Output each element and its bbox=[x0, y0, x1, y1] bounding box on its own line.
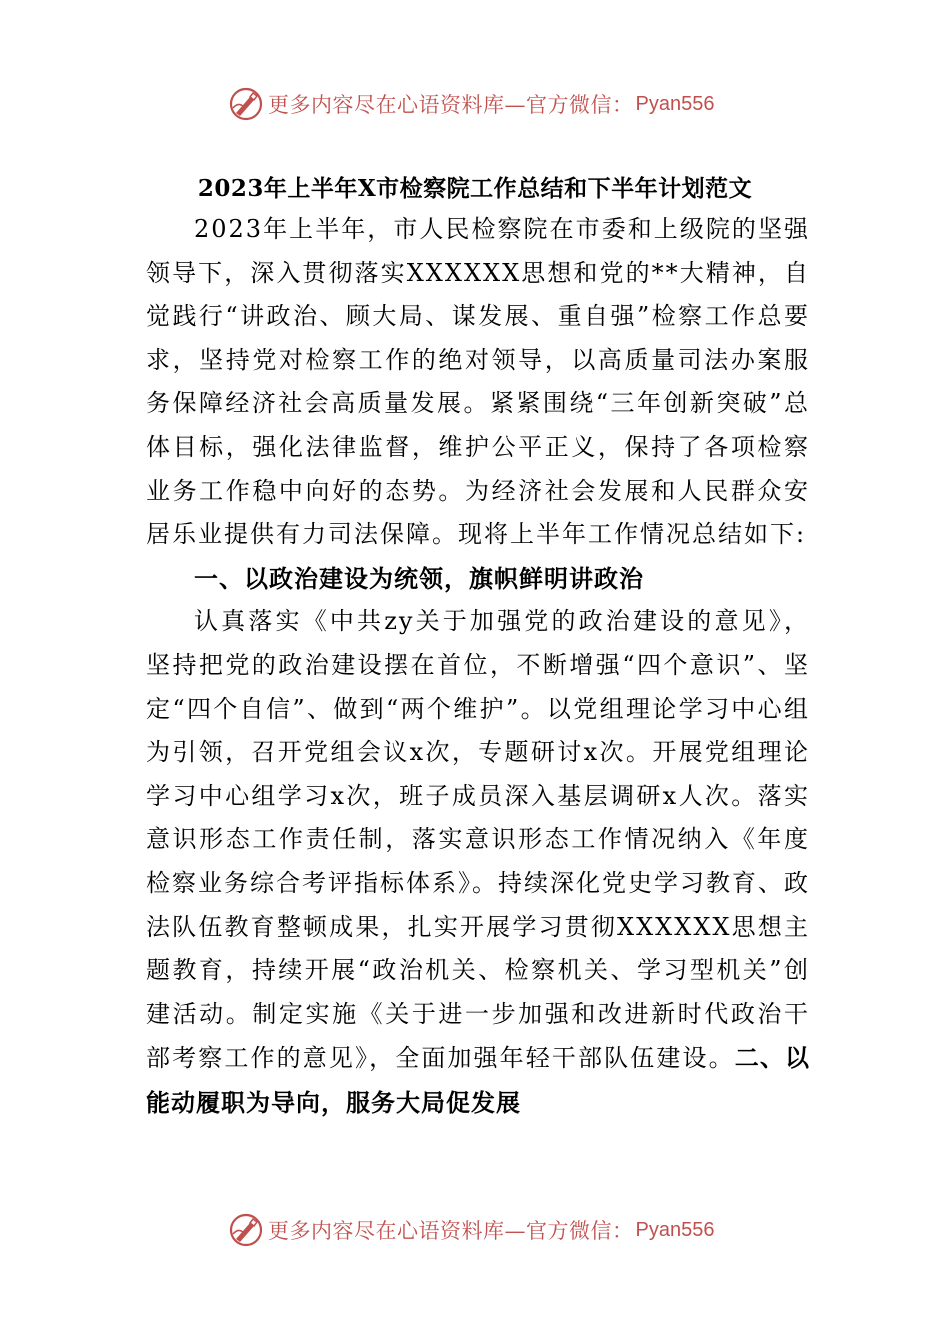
watermark-text: 更多内容尽在心语资料库—官方微信： bbox=[268, 1219, 634, 1243]
pen-logo-icon bbox=[228, 1212, 264, 1248]
watermark-text: 更多内容尽在心语资料库—官方微信： bbox=[268, 93, 634, 117]
pen-logo-icon bbox=[228, 86, 264, 122]
watermark-wechat-id: Pyan556 bbox=[635, 1218, 715, 1241]
document-title: 2023年上半年X市检察院工作总结和下半年计划范文 bbox=[197, 175, 753, 202]
section-1-paragraph bbox=[146, 600, 810, 1125]
section-2-heading: 二、以能动履职为导向，服务大局促发展 bbox=[146, 1043, 811, 1117]
document-body bbox=[146, 208, 810, 1125]
section-1-body-text: 认真落实《中共zy关于加强党的政治建设的意见》，坚持把党的政治建设摆在首位，不断增强“四个意识”、坚定“四个自信”、做到“两个维护”。以党组理论学习中心组为引领，召开党组会议x次，专题研讨x次。开展党组理论学习中心组学习x次，班子成员深入基层调研x人次。落实意识形态工作责任制，落实意识形态工作情况纳入《年度检察业务综合考评指标体系》。持续深化党史学习教育、政法队伍教育整顿成果，扎实开展学习贯彻XXXXXX思想主题教育，持续开展“政治机关、检察机关、学习型机关”创建活动。制定实施《关于进一步加强和改进新时代政治干部考察工作的意见》，全面加强年轻干部队伍建设。 bbox=[146, 607, 810, 1073]
watermark-wechat-id: Pyan556 bbox=[635, 92, 715, 115]
watermark-banner-top bbox=[228, 84, 714, 124]
intro-paragraph: 2023年上半年，市人民检察院在市委和上级院的坚强领导下，深入贯彻落实XXXXXX思想和党的**大精神，自觉践行“讲政治、顾大局、谋发展、重自强”检察工作总要求，坚持党对检察工作的绝对领导，以高质量司法办案服务保障经济社会高质量发展。紧紧围绕“三年创新突破”总体目标，强化法律监督，维护公平正义，保持了各项检察业务工作稳中向好的态势。为经济社会发展和人民群众安居乐业提供有力司法保障。现将上半年工作情况总结如下: bbox=[146, 215, 810, 549]
watermark-banner-bottom bbox=[228, 1210, 714, 1250]
section-1-heading: 一、以政治建设为统领，旗帜鲜明讲政治 bbox=[194, 563, 644, 593]
